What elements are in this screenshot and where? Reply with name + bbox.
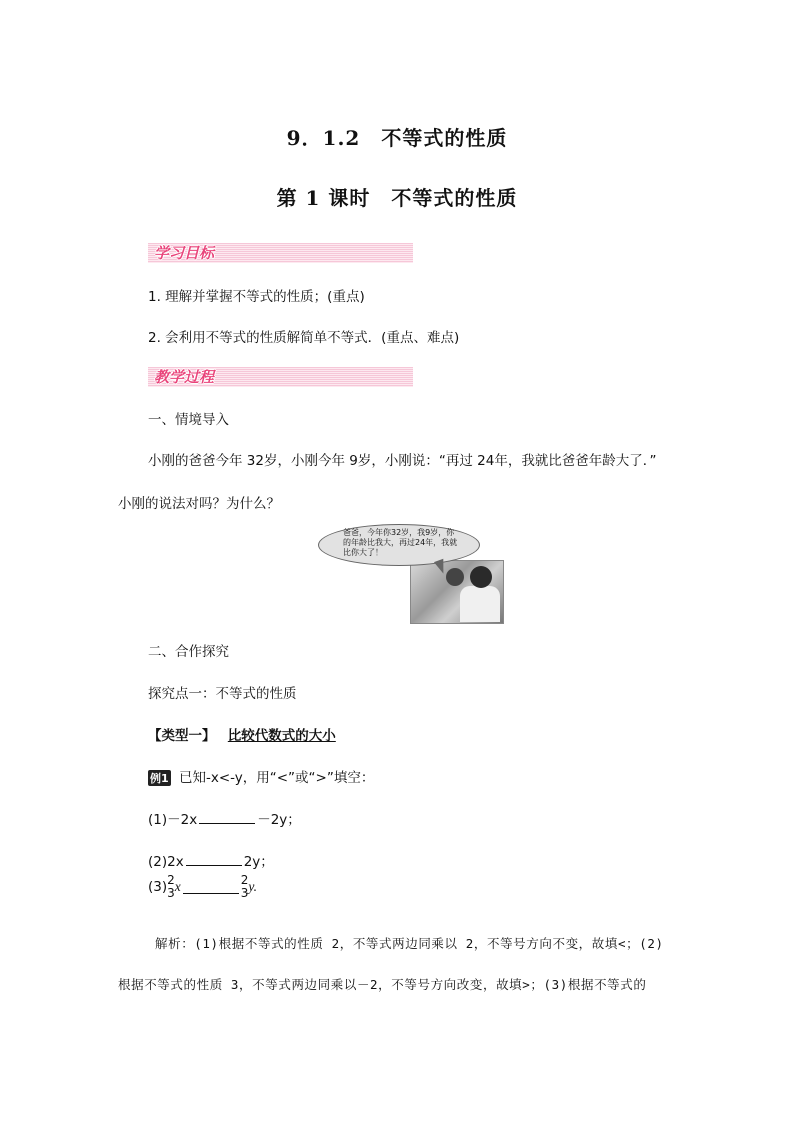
- part1-heading: 一、情境导入: [148, 412, 229, 428]
- answer-blank[interactable]: [186, 853, 242, 866]
- process-label: 教学过程: [154, 368, 215, 386]
- q1-right: －2y；: [257, 812, 301, 828]
- goals-label: 学习目标: [154, 244, 215, 262]
- fraction-denominator: 3: [240, 886, 249, 900]
- example-text: 已知-x<-y，用“<”或“>”填空：: [178, 770, 375, 786]
- fraction: [167, 874, 175, 900]
- type-title: 比较代数式的大小: [227, 728, 336, 744]
- q3-var: x: [174, 879, 181, 894]
- photo-figure: [460, 586, 500, 622]
- question-1: [148, 808, 301, 828]
- lesson-subtitle: 第 1 课时 不等式的性质: [276, 186, 518, 210]
- page-title: 9．1.2 不等式的性质: [286, 126, 508, 150]
- photo-child: [446, 568, 464, 586]
- answer-blank[interactable]: [183, 881, 239, 894]
- answer-blank[interactable]: [199, 811, 255, 824]
- fraction-numerator: 2: [240, 873, 249, 887]
- goal-item: 2. 会利用不等式的性质解简单不等式．(重点、难点): [148, 330, 460, 346]
- question-3: [148, 874, 257, 900]
- analysis-line1: 解析：(1)根据不等式的性质 2，不等式两边同乘以 2，不等号方向不变，故填<；(2): [155, 936, 664, 951]
- q1-left: (1)－2x: [148, 812, 198, 828]
- fraction-numerator: 2: [167, 873, 175, 887]
- q2-left: (2)2x: [148, 854, 184, 870]
- example-badge: 例1: [150, 772, 169, 785]
- part1-text-line2: 小刚的说法对吗？为什么？: [118, 496, 280, 512]
- goal-item: 1. 理解并掌握不等式的性质；(重点): [148, 289, 365, 305]
- explore-point: 探究点一：不等式的性质: [148, 686, 297, 702]
- q3-prefix: (3): [148, 879, 168, 895]
- part2-heading: 二、合作探究: [148, 644, 229, 660]
- goals-section-header: [148, 243, 413, 263]
- q2-right: 2y；: [243, 854, 274, 870]
- photo-father: [470, 566, 492, 588]
- speech-bubble-text: 爸爸，今年你32岁，我9岁，你的年龄比我大，再过24年，我就比你大了！: [343, 528, 458, 557]
- type-label: 【类型一】: [148, 728, 216, 744]
- analysis-line2: 根据不等式的性质 3，不等式两边同乘以－2，不等号方向改变，故填>；(3)根据不等式的: [118, 977, 647, 992]
- type-heading: [148, 724, 336, 744]
- process-section-header: [148, 367, 413, 387]
- q3-var2: y.: [248, 879, 258, 894]
- fraction-denominator: 3: [167, 886, 175, 900]
- question-2: [148, 850, 274, 870]
- part1-text-line1: 小刚的爸爸今年 32岁，小刚今年 9岁，小刚说：“再过 24年，我就比爸爸年龄大了．”: [148, 453, 657, 469]
- example-line: [148, 766, 374, 786]
